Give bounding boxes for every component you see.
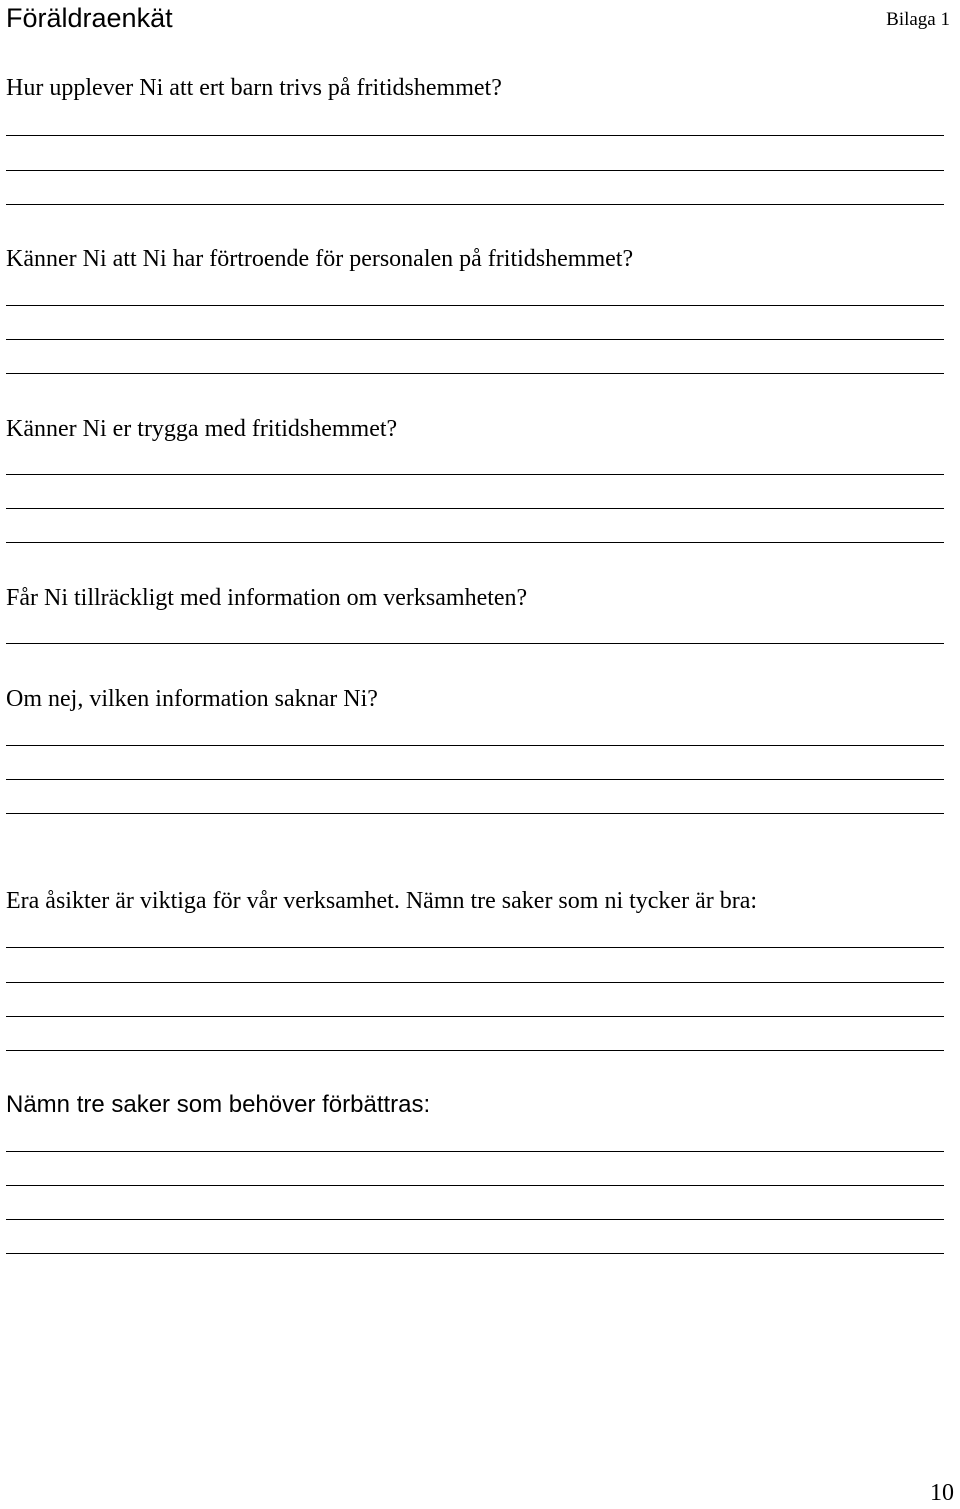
- question-trivsel: Hur upplever Ni att ert barn trivs på fritidshemmet?: [6, 75, 502, 101]
- answer-line[interactable]: [6, 1050, 944, 1051]
- question-forbattringar: Nämn tre saker som behöver förbättras:: [6, 1091, 431, 1118]
- answer-line[interactable]: [6, 508, 944, 509]
- answer-line[interactable]: [6, 643, 944, 644]
- answer-line[interactable]: [6, 204, 944, 205]
- answer-line[interactable]: [6, 813, 944, 814]
- question-saknad-information: Om nej, vilken information saknar Ni?: [6, 686, 378, 712]
- answer-line[interactable]: [6, 1151, 944, 1152]
- answer-line[interactable]: [6, 1253, 944, 1254]
- answer-line[interactable]: [6, 339, 944, 340]
- answer-line[interactable]: [6, 373, 944, 374]
- answer-line[interactable]: [6, 1016, 944, 1017]
- page-title: Föräldraenkät: [6, 3, 173, 33]
- answer-line[interactable]: [6, 1219, 944, 1220]
- answer-line[interactable]: [6, 1185, 944, 1186]
- answer-line[interactable]: [6, 135, 944, 136]
- answer-line[interactable]: [6, 474, 944, 475]
- answer-line[interactable]: [6, 947, 944, 948]
- answer-line[interactable]: [6, 542, 944, 543]
- answer-line[interactable]: [6, 170, 944, 171]
- answer-line[interactable]: [6, 305, 944, 306]
- answer-line[interactable]: [6, 982, 944, 983]
- page-number: 10: [930, 1480, 954, 1506]
- question-information: Får Ni tillräckligt med information om verksamheten?: [6, 585, 528, 611]
- question-tre-bra-saker: Era åsikter är viktiga för vår verksamhet. Nämn tre saker som ni tycker är bra:: [6, 888, 758, 914]
- question-fortroende: Känner Ni att Ni har förtroende för personalen på fritidshemmet?: [6, 246, 634, 272]
- question-trygghet: Känner Ni er trygga med fritidshemmet?: [6, 416, 398, 442]
- answer-line[interactable]: [6, 779, 944, 780]
- appendix-label: Bilaga 1: [886, 9, 950, 30]
- answer-line[interactable]: [6, 745, 944, 746]
